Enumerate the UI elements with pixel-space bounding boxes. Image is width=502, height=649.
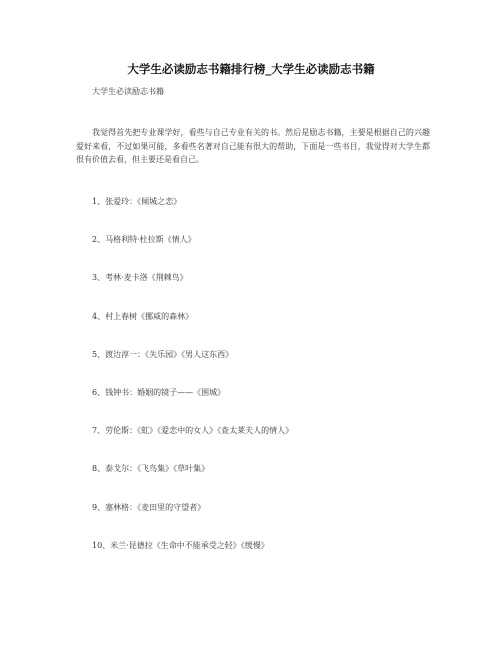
book-list-item: 8、泰戈尔：《飞鸟集》《草叶集》 [92, 464, 210, 474]
document-subtitle: 大学生必读励志书籍 [92, 87, 164, 96]
book-list-item: 6、钱钟书：婚姻的镜子——《围城》 [92, 387, 226, 397]
book-list-item: 3、考林·麦卡洛《荆棘鸟》 [92, 273, 188, 283]
book-list-item: 5、渡边淳一：《失乐园》《男人这东西》 [92, 349, 234, 359]
book-list-item: 7、劳伦斯：《虹》《爱恋中的女人》《查太莱夫人的情人》 [92, 426, 294, 436]
book-list-item: 4、村上春树《挪威的森林》 [92, 311, 194, 321]
book-list-item: 2、马格利特·杜拉斯《情人》 [92, 235, 196, 245]
book-list [92, 196, 293, 578]
book-list-item: 10、米兰·昆德拉《生命中不能承受之轻》《缓慢》 [92, 540, 269, 550]
intro-paragraph: 我觉得首先把专业课学好，看些与自己专业有关的书。然后是励志书籍，主要是根据自己的兴趣爱好来看，不过如果可能，多看些名著对自己能有很大的帮助，下面是一些书目，我觉得对大学生都很有价值去看，但主要还是看自己。 [76, 128, 430, 164]
book-list-item: 1、张爱玲：《倾城之恋》 [92, 197, 182, 206]
document-title: 大学生必读励志书籍排行榜_大学生必读励志书籍 [127, 62, 375, 76]
book-list-item: 9、塞林格：《麦田里的守望者》 [92, 502, 206, 512]
